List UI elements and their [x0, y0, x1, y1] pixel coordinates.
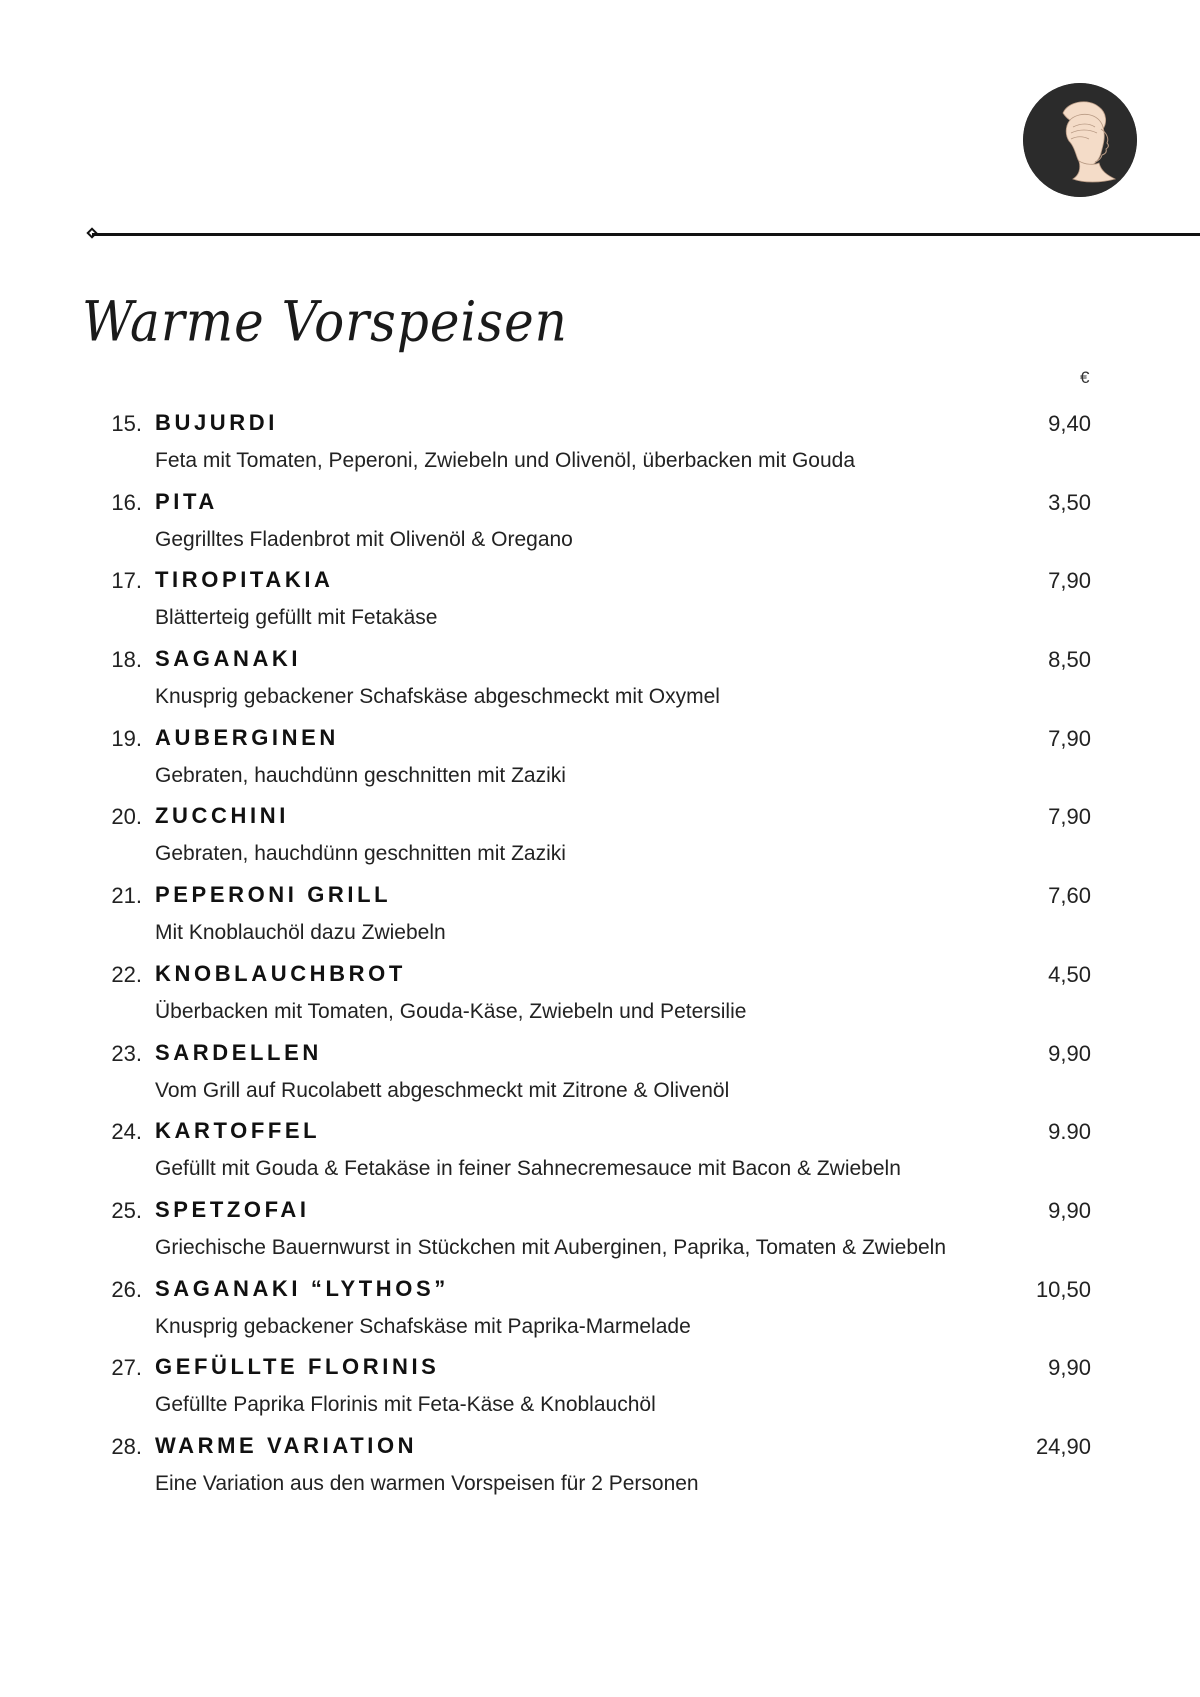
menu-item [0, 1189, 1200, 1268]
menu-item-price: 3,50 [1048, 489, 1091, 515]
menu-item-price: 7,90 [1048, 568, 1091, 594]
menu-item-number: 27. [111, 1355, 142, 1381]
menu-item-number: 17. [111, 568, 142, 594]
menu-item-number: 21. [111, 883, 142, 909]
menu-item [0, 1425, 1200, 1504]
greek-statue-bust-icon [1023, 83, 1137, 197]
menu-item-price: 9,40 [1048, 411, 1091, 436]
menu-item [0, 1346, 1200, 1425]
menu-item [0, 795, 1200, 874]
menu-item-number: 26. [111, 1276, 142, 1302]
menu-item [0, 638, 1200, 717]
menu-item-name: SAGANAKI “LYTHOS” [155, 1275, 449, 1301]
menu-item-number: 24. [111, 1119, 142, 1145]
menu-item-price: 7,90 [1048, 725, 1091, 751]
menu-item-price: 9,90 [1048, 1040, 1091, 1066]
menu-item-description: Überbacken mit Tomaten, Gouda-Käse, Zwiebeln und Petersilie [155, 999, 747, 1023]
menu-item [0, 481, 1200, 560]
menu-item-number: 16. [111, 489, 142, 515]
menu-item-description: Blätterteig gefüllt mit Fetakäse [155, 606, 438, 630]
menu-item-name: KARTOFFEL [155, 1118, 321, 1144]
menu-item-price: 7,60 [1048, 883, 1091, 909]
menu-item-name: SAGANAKI [155, 646, 302, 672]
menu-item-price: 7,90 [1048, 804, 1091, 830]
menu-item [0, 717, 1200, 796]
menu-item-name: GEFÜLLTE FLORINIS [155, 1354, 440, 1380]
menu-item-name: AUBERGINEN [155, 724, 339, 750]
menu-item [0, 953, 1200, 1032]
menu-item-description: Feta mit Tomaten, Peperoni, Zwiebeln und Olivenöl, überbacken mit Gouda [155, 449, 855, 472]
menu-item [0, 1032, 1200, 1111]
currency-label: € [1080, 368, 1090, 387]
menu-item-description: Knusprig gebackener Schafskäse mit Paprika-Marmelade [155, 1314, 691, 1338]
menu-item-number: 23. [111, 1040, 142, 1066]
menu-list [0, 402, 1200, 1504]
menu-item-name: KNOBLAUCHBROT [155, 960, 406, 986]
menu-item-price: 8,50 [1048, 647, 1091, 673]
section-title: Warme Vorspeisen [82, 290, 568, 354]
header-divider [92, 233, 1200, 236]
menu-item-price: 9,90 [1048, 1355, 1091, 1381]
menu-item-name: TIROPITAKIA [155, 567, 334, 593]
menu-item-price: 9.90 [1048, 1119, 1091, 1145]
menu-item-number: 25. [111, 1197, 142, 1223]
menu-item-name: PEPERONI GRILL [155, 882, 392, 908]
menu-item-number: 22. [111, 961, 142, 987]
menu-item [0, 559, 1200, 638]
menu-item-name: SARDELLEN [155, 1039, 322, 1065]
menu-item-number: 20. [111, 804, 142, 830]
menu-item-description: Gefüllt mit Gouda & Fetakäse in feiner Sahnecremesauce mit Bacon & Zwiebeln [155, 1157, 901, 1181]
menu-item-price: 10,50 [1035, 1276, 1091, 1302]
menu-item [0, 874, 1200, 953]
menu-item-number: 28. [111, 1433, 142, 1459]
menu-item-price: 24,90 [1035, 1433, 1091, 1459]
menu-item-name: PITA [155, 488, 218, 514]
menu-item-description: Vom Grill auf Rucolabett abgeschmeckt mit Zitrone & Olivenöl [155, 1078, 730, 1102]
menu-item-description: Gegrilltes Fladenbrot mit Olivenöl & Oregano [155, 527, 573, 551]
menu-item-name: SPETZOFAI [155, 1196, 310, 1222]
menu-item-number: 19. [111, 725, 142, 751]
menu-item [0, 1110, 1200, 1189]
menu-item-description: Eine Variation aus den warmen Vorspeisen für 2 Personen [155, 1471, 699, 1495]
menu-item-price: 4,50 [1048, 961, 1091, 987]
menu-item [0, 1268, 1200, 1347]
menu-item-name: WARME VARIATION [155, 1432, 418, 1458]
menu-item-number: 15. [111, 411, 142, 436]
menu-item-price: 9,90 [1048, 1197, 1091, 1223]
menu-item-description: Gefüllte Paprika Florinis mit Feta-Käse & Knoblauchöl [155, 1393, 656, 1417]
menu-item-number: 18. [111, 647, 142, 673]
menu-item-description: Knusprig gebackener Schafskäse abgeschmeckt mit Oxymel [155, 685, 720, 709]
menu-item-name: ZUCCHINI [155, 803, 289, 829]
menu-item-description: Mit Knoblauchöl dazu Zwiebeln [155, 921, 446, 945]
menu-item-description: Griechische Bauernwurst in Stückchen mit Auberginen, Paprika, Tomaten & Zwiebeln [155, 1235, 947, 1259]
menu-item [0, 402, 1200, 481]
menu-item-description: Gebraten, hauchdünn geschnitten mit Zaziki [155, 842, 566, 866]
menu-item-name: BUJURDI [155, 410, 278, 435]
menu-item-description: Gebraten, hauchdünn geschnitten mit Zaziki [155, 763, 566, 787]
